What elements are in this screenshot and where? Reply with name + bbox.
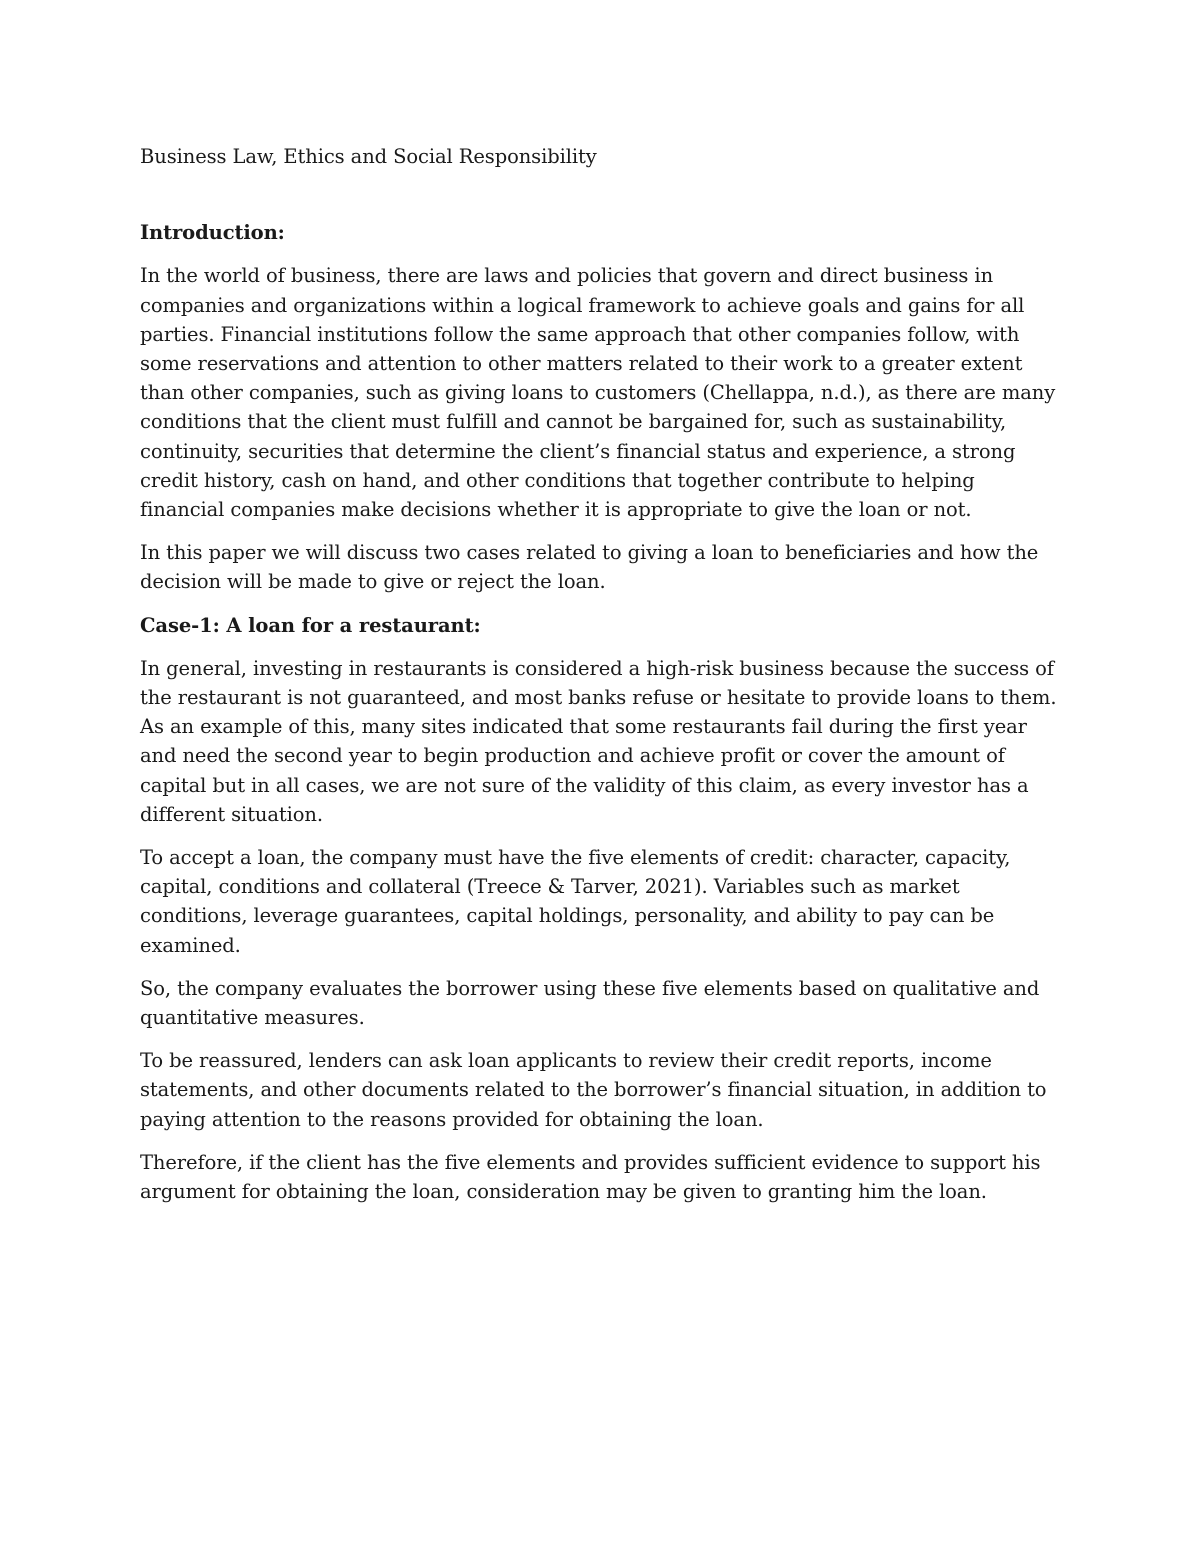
paragraph: To be reassured, lenders can ask loan applicants to review their credit reports, income statements, and other documents related to the borrower’s financial situation, in addition to paying attention to the reasons provided for obtaining the loan.: [140, 1049, 1047, 1131]
document-title: Business Law, Ethics and Social Responsibility: [140, 145, 597, 168]
paragraph: To accept a loan, the company must have the five elements of credit: character, capacity, capital, conditions and collateral (Treece & Tarver, 2021). Variables such as market conditions, leverage guarantees, capital holdings, personality, and ability to pay can be examined.: [140, 846, 1011, 957]
paragraph: So, the company evaluates the borrower using these five elements based on qualitative and quantitative measures.: [140, 976, 1040, 1030]
paragraph: Therefore, if the client has the five elements and provides sufficient evidence to support his argument for obtaining the loan, consideration may be given to granting him the loan.: [140, 1150, 1041, 1204]
paragraph: In the world of business, there are laws and policies that govern and direct business in companies and organizations within a logical framework to achieve goals and gains for all parties. Financial institutions follow the same approach that other companies follow, with some reservations and attention to other matters related to their work to a greater extent than other companies, such as giving loans to customers (Chellappa, n.d.), as there are many conditions that the client must fulfill and cannot be bargained for, such as sustainability, continuity, securities that determine the client’s financial status and experience, a strong credit history, cash on hand, and other conditions that together contribute to helping financial companies make decisions whether it is appropriate to give the loan or not.: [140, 264, 1056, 522]
section-introduction: [140, 218, 1060, 596]
document-body: [140, 142, 1060, 1220]
section-heading: Introduction:: [140, 221, 285, 245]
paragraph: In general, investing in restaurants is considered a high-risk business because the success of the restaurant is not guaranteed, and most banks refuse or hesitate to provide loans to them. As an example of this, many sites indicated that some restaurants fail during the first year and need the second year to begin production and achieve profit or cover the amount of capital but in all cases, we are not sure of the validity of this claim, as every investor has a different situation.: [140, 656, 1057, 826]
section-case-1: [140, 611, 1060, 1207]
paragraph: In this paper we will discuss two cases related to giving a loan to beneficiaries and how the decision will be made to give or reject the loan.: [140, 541, 1039, 594]
section-heading: Case-1: A loan for a restaurant:: [140, 613, 481, 637]
